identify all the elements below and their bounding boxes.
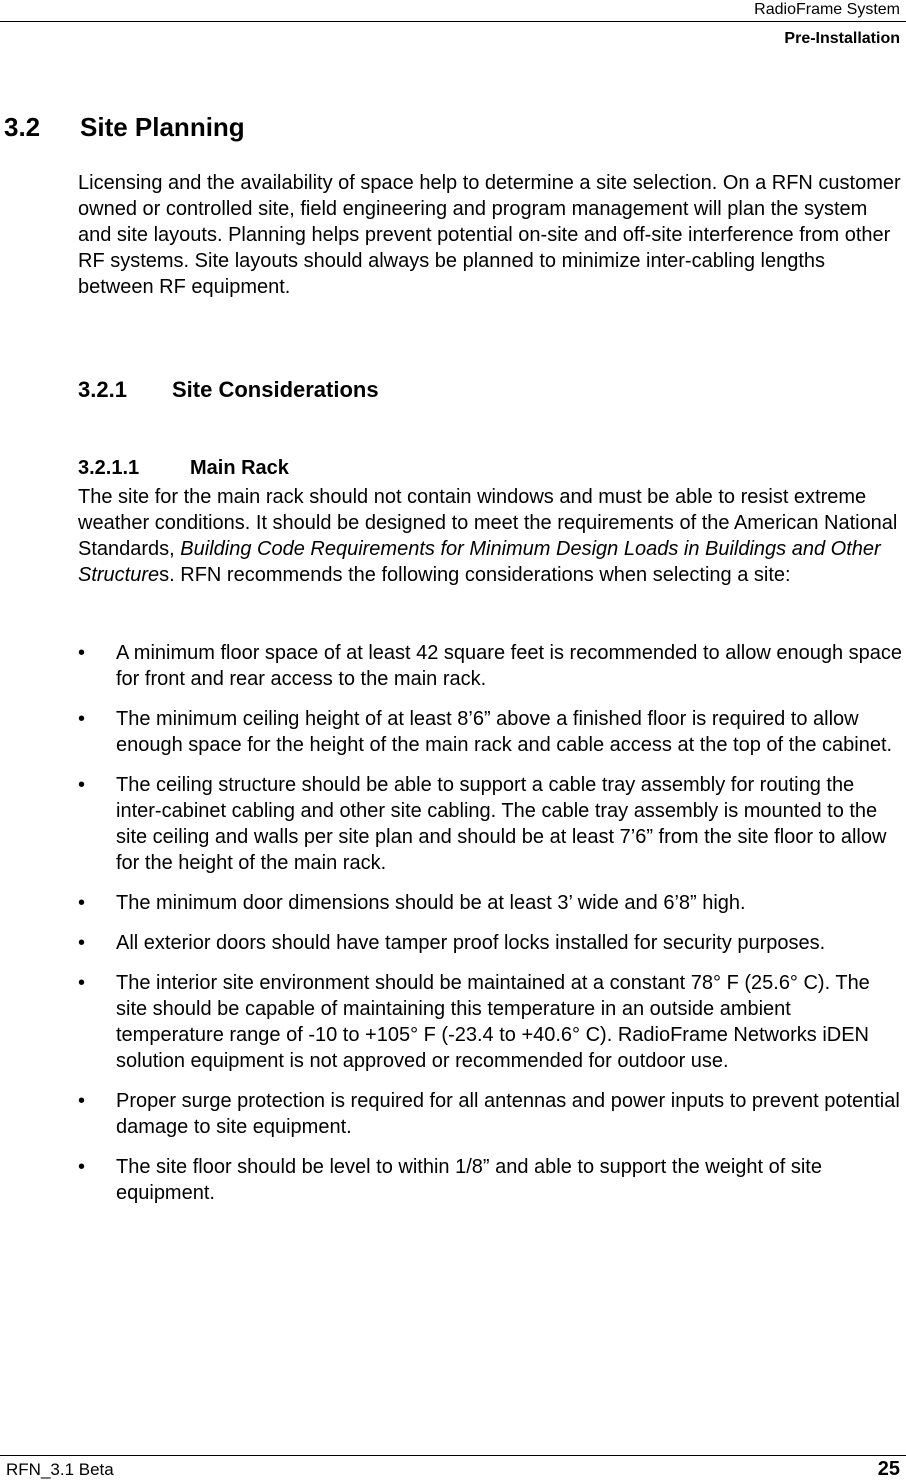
main-rack-paragraph-end: s. RFN recommends the following considerations when selecting a site: xyxy=(159,564,791,586)
list-item-text: The minimum door dimensions should be at least 3’ wide and 6’8” high. xyxy=(116,892,746,914)
main-rack-paragraph-start: The site for the main rack should not contain windows and must be able to resist extreme weather conditions. It should be designed to meet the requirements of the American National Standards, xyxy=(78,486,898,560)
bullet-icon: • xyxy=(78,1090,86,1112)
list-item-text: Proper surge protection is required for all antennas and power inputs to prevent potential damage to site equipment. xyxy=(116,1090,900,1138)
section-heading xyxy=(4,111,245,143)
main-rack-paragraph xyxy=(78,484,904,588)
list-item xyxy=(78,970,904,1074)
section-intro-paragraph: Licensing and the availability of space help to determine a site selection. On a RFN customer owned or controlled site, field engineering and program management will plan the system and site layouts. Planning helps prevent potential on-site and off-site interference from other RF systems. Site layouts should always be planned to minimize inter-cabling lengths between RF equipment. xyxy=(78,172,901,298)
section-number: 3.2 xyxy=(4,112,41,142)
site-considerations-list xyxy=(78,640,904,1220)
list-item-text: The minimum ceiling height of at least 8’6” above a finished floor is required to allow enough space for the height of the main rack and cable access at the top of the cabinet. xyxy=(116,708,893,756)
subsection-number: 3.2.1 xyxy=(78,377,127,402)
list-item xyxy=(78,1154,904,1206)
subsection-heading xyxy=(78,376,379,404)
header-divider xyxy=(0,21,906,22)
list-item xyxy=(78,930,904,956)
footer-divider xyxy=(0,1455,906,1456)
list-item xyxy=(78,706,904,758)
footer-doc-id: RFN_3.1 Beta xyxy=(6,1460,114,1479)
bullet-icon: • xyxy=(78,708,86,730)
bullet-icon: • xyxy=(78,1156,86,1178)
bullet-icon: • xyxy=(78,774,86,796)
bullet-icon: • xyxy=(78,642,86,664)
bullet-icon: • xyxy=(78,932,86,954)
list-item-text: The interior site environment should be maintained at a constant 78° F (25.6° C). The site should be capable of maintaining this temperature in an outside ambient temperature range of -10 to +105° F (-23.4 to +40.6° C). RadioFrame Networks iDEN solution equipment is not approved or recommended for outdoor use. xyxy=(116,972,870,1072)
list-item xyxy=(78,772,904,876)
header-title: RadioFrame System xyxy=(754,1,900,18)
bullet-icon: • xyxy=(78,892,86,914)
bullet-icon: • xyxy=(78,972,86,994)
section-title: Site Planning xyxy=(80,112,245,142)
list-item-text: A minimum floor space of at least 42 square feet is recommended to allow enough space for front and rear access to the main rack. xyxy=(116,642,902,690)
subsection-title: Site Considerations xyxy=(172,377,379,402)
list-item-text: The ceiling structure should be able to support a cable tray assembly for routing the inter-cabinet cabling and other site cabling. The cable tray assembly is mounted to the site ceiling and walls per site plan and should be at least 7’6” from the site floor to allow for the height of the main rack. xyxy=(116,774,887,874)
subsubsection-heading xyxy=(78,455,289,481)
subsubsection-title: Main Rack xyxy=(190,457,289,479)
list-item-text: All exterior doors should have tamper proof locks installed for security purposes. xyxy=(116,932,826,954)
list-item xyxy=(78,890,904,916)
list-item xyxy=(78,640,904,692)
subsubsection-number: 3.2.1.1 xyxy=(78,457,140,479)
standard-title-italic: Building Code Requirements for Minimum Design Loads in Buildings and Other Structure xyxy=(78,538,881,586)
list-item-text: The site floor should be level to within 1/8” and able to support the weight of site equipment. xyxy=(116,1156,822,1204)
list-item xyxy=(78,1088,904,1140)
page-number: 25 xyxy=(877,1458,900,1480)
header-section-name: Pre-Installation xyxy=(784,30,900,47)
